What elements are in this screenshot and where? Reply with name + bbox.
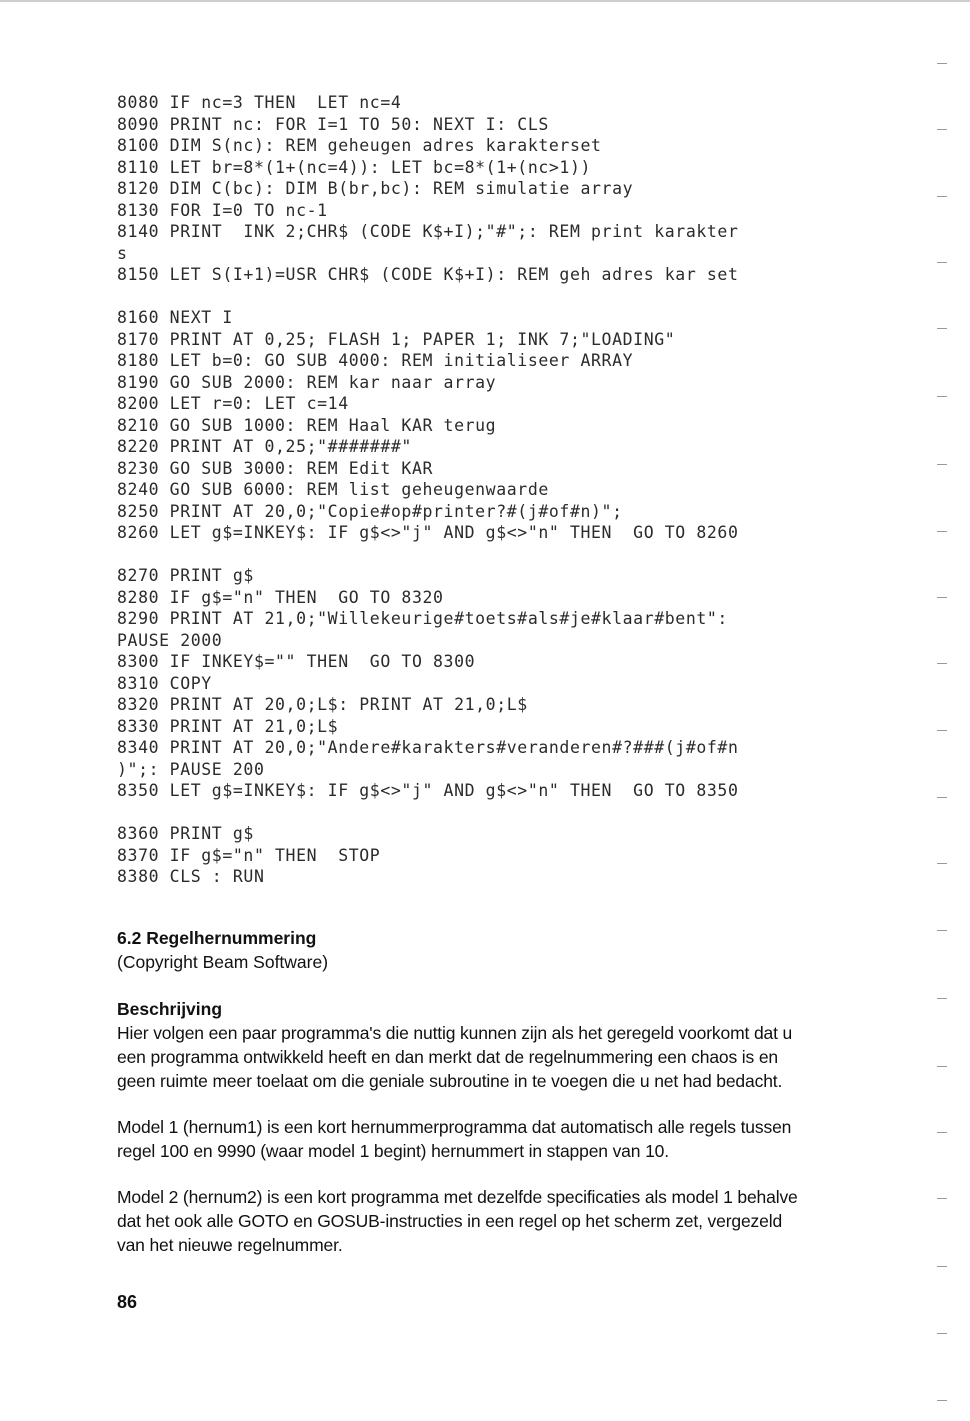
paragraph-line: Model 2 (hernum2) is een kort programma met dezelfde specificaties als model 1 behalve [117, 1187, 798, 1207]
code-line: )";: PAUSE 200 [117, 759, 265, 779]
paragraph-1 [117, 1021, 877, 1093]
code-line: 8190 GO SUB 2000: REM kar naar array [117, 372, 497, 392]
paragraph-line: Model 1 (hernum1) is een kort hernummerprogramma dat automatisch alle regels tussen [117, 1117, 792, 1137]
code-line: 8270 PRINT g$ [117, 566, 254, 585]
margin-tick [937, 262, 947, 263]
margin-tick [937, 1132, 947, 1133]
margin-tick [937, 863, 947, 864]
code-line: 8230 GO SUB 3000: REM Edit KAR [117, 458, 434, 478]
margin-tick [937, 531, 947, 532]
code-line: 8330 PRINT AT 21,0;L$ [117, 716, 339, 736]
code-line: 8110 LET br=8*(1+(nc=4)): LET bc=8*(1+(nc>1)) [117, 157, 592, 177]
margin-tick [937, 998, 947, 999]
margin-tick [937, 1333, 947, 1334]
page-number: 86 [117, 1292, 138, 1312]
code-line: 8150 LET S(I+1)=USR CHR$ (CODE K$+I): REM geh adres kar set [117, 265, 739, 284]
code-line: 8350 LET g$=INKEY$: IF g$<>"j" AND g$<>"n" THEN GO TO 8350 [117, 781, 739, 800]
code-line: 8210 GO SUB 1000: REM Haal KAR terug [117, 415, 497, 435]
blank-line [117, 544, 897, 566]
code-line: 8200 LET r=0: LET c=14 [117, 394, 349, 413]
margin-tick [937, 196, 947, 197]
paragraph-line: Hier volgen een paar programma's die nuttig kunnen zijn als het geregeld voorkomt dat u [117, 1023, 793, 1043]
code-line: 8260 LET g$=INKEY$: IF g$<>"j" AND g$<>"n" THEN GO TO 8260 [117, 523, 739, 542]
code-line: 8170 PRINT AT 0,25; FLASH 1; PAPER 1; INK 7;"LOADING" [117, 329, 676, 349]
margin-tick [937, 464, 947, 465]
code-line: 8310 COPY [117, 673, 212, 693]
blank-line [117, 286, 897, 308]
margin-tick [937, 1198, 947, 1199]
margin-tick [937, 1400, 947, 1401]
paragraph-2 [117, 1115, 877, 1163]
paragraph-3 [117, 1185, 877, 1257]
paragraph-line: van het nieuwe regelnummer. [117, 1235, 343, 1255]
description-title: Beschrijving [117, 999, 223, 1019]
code-line: 8280 IF g$="n" THEN GO TO 8320 [117, 587, 444, 607]
code-line: 8140 PRINT INK 2;CHR$ (CODE K$+I);"#";: REM print karakter [117, 222, 739, 241]
code-line: 8340 PRINT AT 20,0;"Andere#karakters#veranderen#?###(j#of#n [117, 738, 739, 757]
margin-tick [937, 396, 947, 397]
margin-tick [937, 597, 947, 598]
margin-tick [937, 63, 947, 64]
code-line: 8120 DIM C(bc): DIM B(br,bc): REM simulatie array [117, 179, 634, 198]
section-title: 6.2 Regelhernummering [117, 928, 317, 948]
text-body [117, 926, 877, 1257]
code-line: 8380 CLS : RUN [117, 867, 265, 886]
top-edge-rule [0, 0, 970, 2]
margin-tick-marks [933, 0, 953, 1421]
margin-tick [937, 328, 947, 329]
code-line: 8220 PRINT AT 0,25;"#######" [117, 437, 412, 456]
margin-tick [937, 1266, 947, 1267]
code-line: 8130 FOR I=0 TO nc-1 [117, 200, 328, 220]
code-line: 8100 DIM S(nc): REM geheugen adres karakterset [117, 136, 602, 155]
paragraph-line: regel 100 en 9990 (waar model 1 begint) hernummert in stappen van 10. [117, 1141, 669, 1161]
copyright-line: (Copyright Beam Software) [117, 952, 329, 972]
code-line: s [117, 243, 128, 263]
code-line: 8250 PRINT AT 20,0;"Copie#op#printer?#(j#of#n)"; [117, 501, 623, 521]
margin-tick [937, 930, 947, 931]
code-line: 8090 PRINT nc: FOR I=1 TO 50: NEXT I: CLS [117, 114, 549, 134]
code-line: 8290 PRINT AT 21,0;"Willekeurige#toets#als#je#klaar#bent": [117, 609, 728, 628]
code-line: 8300 IF INKEY$="" THEN GO TO 8300 [117, 652, 476, 671]
margin-tick [937, 797, 947, 798]
code-line: 8360 PRINT g$ [117, 824, 254, 843]
code-line: 8080 IF nc=3 THEN LET nc=4 [117, 93, 402, 112]
basic-code-listing [117, 92, 897, 888]
paragraph-line: geen ruimte meer toelaat om die geniale subroutine in te voegen die u net had bedacht. [117, 1071, 783, 1091]
paragraph-line: dat het ook alle GOTO en GOSUB-instructies in een regel op het scherm zet, vergezeld [117, 1211, 783, 1231]
margin-tick [937, 1066, 947, 1067]
code-line: 8160 NEXT I [117, 308, 233, 327]
blank-line [117, 802, 897, 824]
code-line: 8240 GO SUB 6000: REM list geheugenwaarde [117, 480, 549, 499]
code-line: 8370 IF g$="n" THEN STOP [117, 845, 381, 865]
paragraph-line: een programma ontwikkeld heeft en dan merkt dat de regelnummering een chaos is en [117, 1047, 779, 1067]
margin-tick [937, 129, 947, 130]
code-line: 8320 PRINT AT 20,0;L$: PRINT AT 21,0;L$ [117, 695, 528, 714]
margin-tick [937, 730, 947, 731]
margin-tick [937, 663, 947, 664]
code-line: 8180 LET b=0: GO SUB 4000: REM initialiseer ARRAY [117, 351, 634, 370]
code-line: PAUSE 2000 [117, 630, 223, 650]
